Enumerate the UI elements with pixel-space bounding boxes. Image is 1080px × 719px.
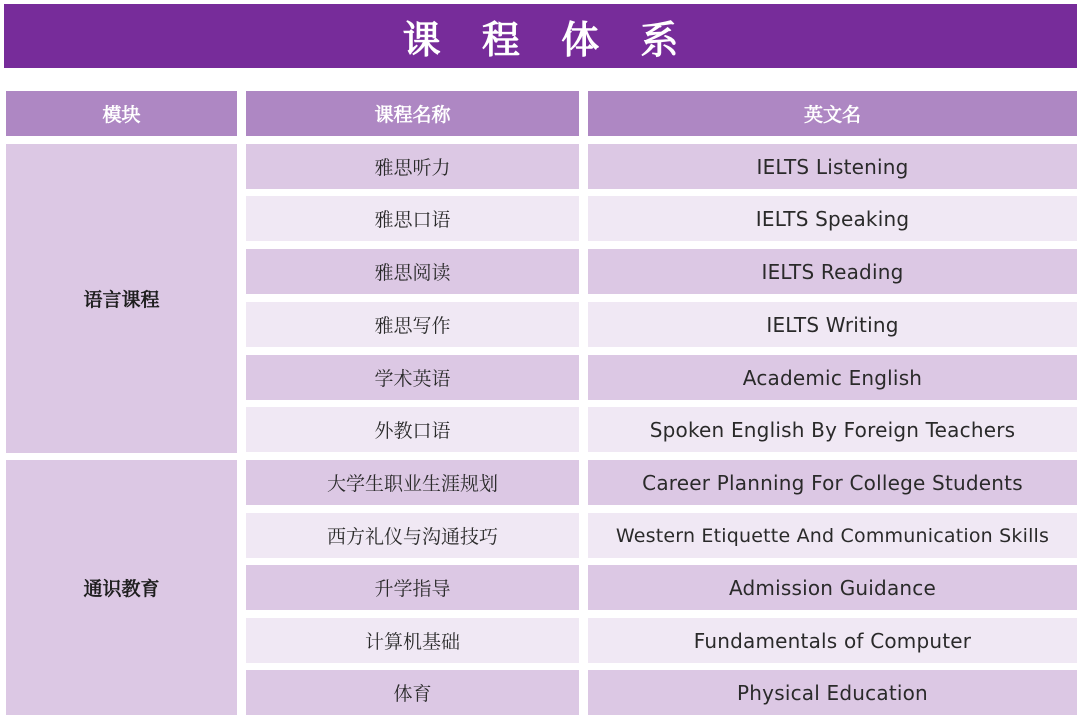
english-name-cell: IELTS Reading [588,249,1077,294]
english-name-cell: Western Etiquette And Communication Skills [588,513,1077,558]
course-name-cell: 外教口语 [246,407,579,452]
title-banner [4,4,1077,68]
course-name-cell: 雅思听力 [246,144,579,189]
english-name-cell: Career Planning For College Students [588,460,1077,505]
english-name-cell: Fundamentals of Computer [588,618,1077,663]
course-name-cell: 升学指导 [246,565,579,610]
english-name-cell: Academic English [588,355,1077,400]
english-name-cell: IELTS Listening [588,144,1077,189]
header-course-name: 课程名称 [246,91,579,136]
page-title: 课 程 体 系 [402,17,693,62]
course-name-cell: 雅思阅读 [246,249,579,294]
english-name-cell: Admission Guidance [588,565,1077,610]
course-name-cell: 大学生职业生涯规划 [246,460,579,505]
english-name-cell: Spoken English By Foreign Teachers [588,407,1077,452]
module-language-courses: 语言课程 [6,144,237,453]
course-name-cell: 体育 [246,670,579,715]
course-name-cell: 计算机基础 [246,618,579,663]
header-module: 模块 [6,91,237,136]
module-general-education: 通识教育 [6,460,237,715]
english-name-cell: IELTS Speaking [588,196,1077,241]
course-name-cell: 学术英语 [246,355,579,400]
course-name-cell: 雅思写作 [246,302,579,347]
header-english-name: 英文名 [588,91,1077,136]
course-name-cell: 西方礼仪与沟通技巧 [246,513,579,558]
english-name-cell: Physical Education [588,670,1077,715]
english-name-cell: IELTS Writing [588,302,1077,347]
course-name-cell: 雅思口语 [246,196,579,241]
